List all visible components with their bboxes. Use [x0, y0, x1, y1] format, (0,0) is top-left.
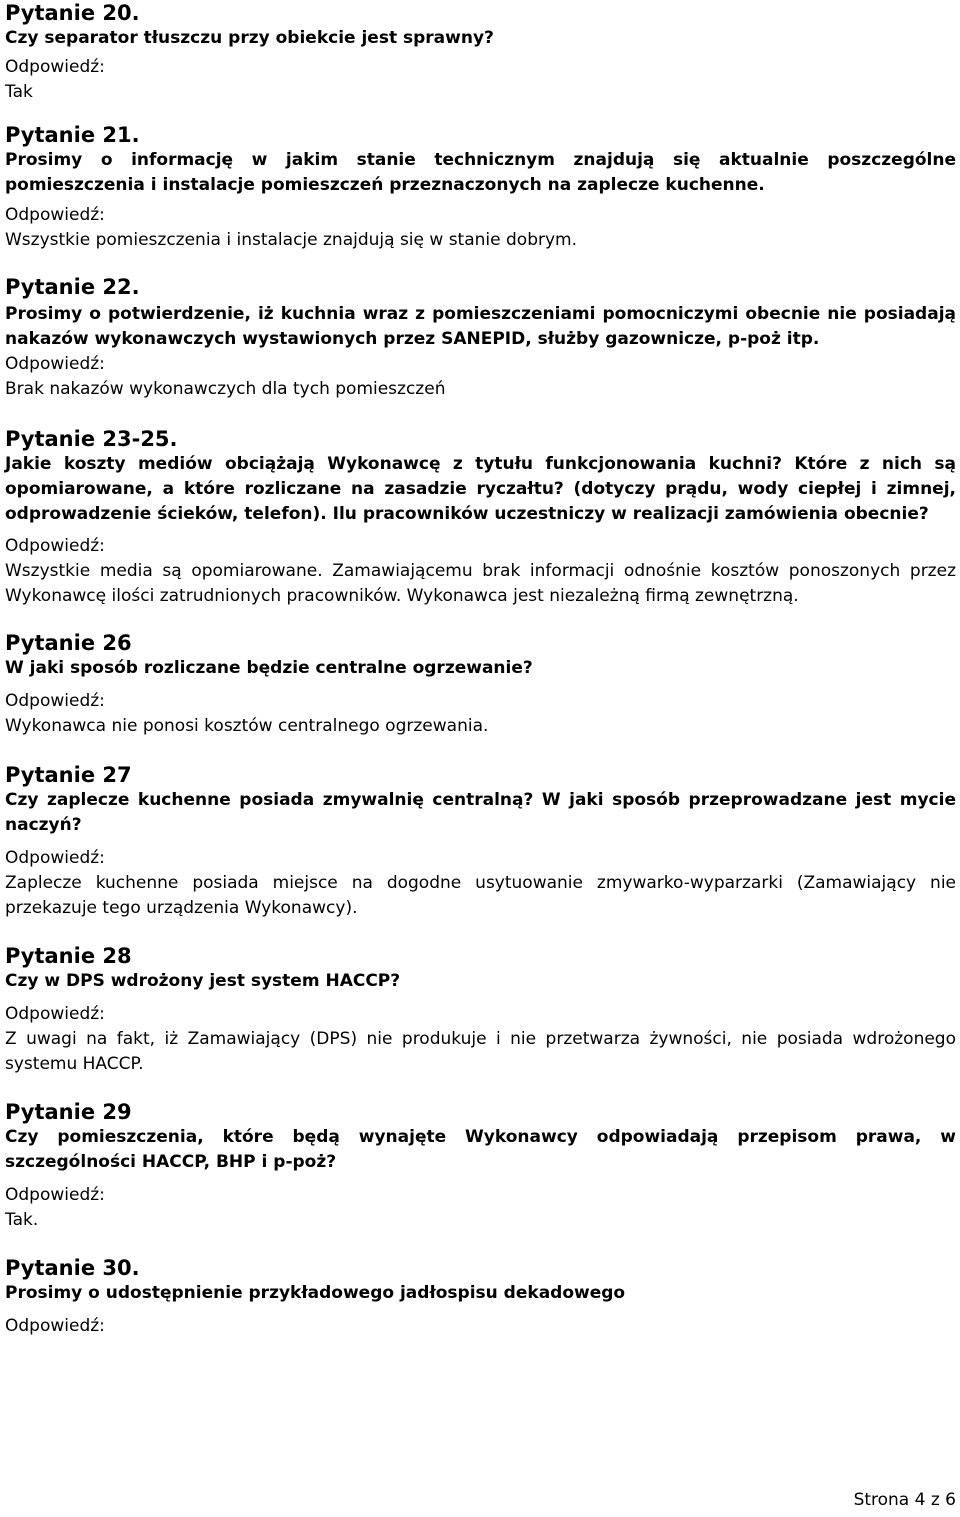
answer-text: Wszystkie pomieszczenia i instalacje znajdują się w stanie dobrym.: [5, 230, 577, 250]
answer-label: Odpowiedź:: [5, 691, 105, 711]
qa-item-26: [5, 630, 956, 739]
answer-text: Wykonawca nie ponosi kosztów centralnego ogrzewania.: [5, 716, 489, 736]
qa-item-21: [5, 122, 956, 253]
answer-text: Zaplecze kuchenne posiada miejsce na dogodne usytuowanie zmywarko-wyparzarki (Zamawiający nie przekazuje tego urządzenia Wykonawcy).: [5, 873, 956, 918]
question-heading: Pytanie 23-25.: [5, 427, 178, 451]
question-text: Czy separator tłuszczu przy obiekcie jest sprawny?: [5, 28, 494, 48]
answer-label: Odpowiedź:: [5, 536, 105, 556]
qa-item-28: [5, 943, 956, 1077]
qa-item-22: [5, 274, 956, 402]
question-text: Jakie koszty mediów obciążają Wykonawcę z tytułu funkcjonowania kuchni? Które z nich są opomiarowane, a które rozliczane na zasadzie ryczałtu? (dotyczy prądu, wody ciepłej i zimnej, odprowadzenie ścieków, telefon). Ilu pracowników uczestniczy w realizacji zamówienia obecnie?: [5, 454, 956, 524]
qa-item-27: [5, 762, 956, 921]
answer-label: Odpowiedź:: [5, 354, 105, 374]
question-heading: Pytanie 26: [5, 631, 132, 655]
answer-label: Odpowiedź:: [5, 57, 105, 77]
answer-text: Brak nakazów wykonawczych dla tych pomieszczeń: [5, 379, 446, 399]
answer-text: Tak: [5, 82, 33, 102]
qa-item-30: [5, 1255, 956, 1339]
qa-item-29: [5, 1099, 956, 1233]
question-text: Prosimy o informację w jakim stanie technicznym znajdują się aktualnie poszczególne pomieszczenia i instalacje pomieszczeń przeznaczonych na zaplecze kuchenne.: [5, 150, 956, 195]
qa-item-20: [5, 0, 956, 105]
answer-label: Odpowiedź:: [5, 848, 105, 868]
answer-text: Tak.: [5, 1210, 39, 1230]
question-text: Prosimy o udostępnienie przykładowego jadłospisu dekadowego: [5, 1283, 626, 1303]
document-body: [5, 0, 956, 1339]
question-heading: Pytanie 27: [5, 763, 132, 787]
answer-label: Odpowiedź:: [5, 1185, 105, 1205]
question-heading: Pytanie 30.: [5, 1256, 140, 1280]
question-heading: Pytanie 28: [5, 944, 132, 968]
question-text: Prosimy o potwierdzenie, iż kuchnia wraz z pomieszczeniami pomocniczymi obecnie nie posiadają nakazów wykonawczych wystawionych przez SANEPID, służby gazownicze, p-poż itp.: [5, 304, 956, 349]
question-text: Czy pomieszczenia, które będą wynajęte Wykonawcy odpowiadają przepisom prawa, w szczególności HACCP, BHP i p-poż?: [5, 1127, 956, 1172]
question-text: W jaki sposób rozliczane będzie centralne ogrzewanie?: [5, 658, 533, 678]
qa-item-23-25: [5, 426, 956, 609]
answer-text: Z uwagi na fakt, iż Zamawiający (DPS) nie produkuje i nie przetwarza żywności, nie posiada wdrożonego systemu HACCP.: [5, 1029, 956, 1074]
question-heading: Pytanie 22.: [5, 275, 140, 299]
answer-label: Odpowiedź:: [5, 1316, 105, 1336]
question-heading: Pytanie 21.: [5, 123, 140, 147]
question-text: Czy zaplecze kuchenne posiada zmywalnię centralną? W jaki sposób przeprowadzane jest mycie naczyń?: [5, 790, 956, 835]
answer-label: Odpowiedź:: [5, 205, 105, 225]
question-heading: Pytanie 29: [5, 1100, 132, 1124]
question-heading: Pytanie 20.: [5, 1, 140, 25]
question-text: Czy w DPS wdrożony jest system HACCP?: [5, 971, 401, 991]
page-number: Strona 4 z 6: [853, 1490, 956, 1510]
answer-label: Odpowiedź:: [5, 1004, 105, 1024]
answer-text: Wszystkie media są opomiarowane. Zamawiającemu brak informacji odnośnie kosztów ponoszonych przez Wykonawcę ilości zatrudnionych pracowników. Wykonawca jest niezależną firmą zewnętrzną.: [5, 561, 956, 606]
